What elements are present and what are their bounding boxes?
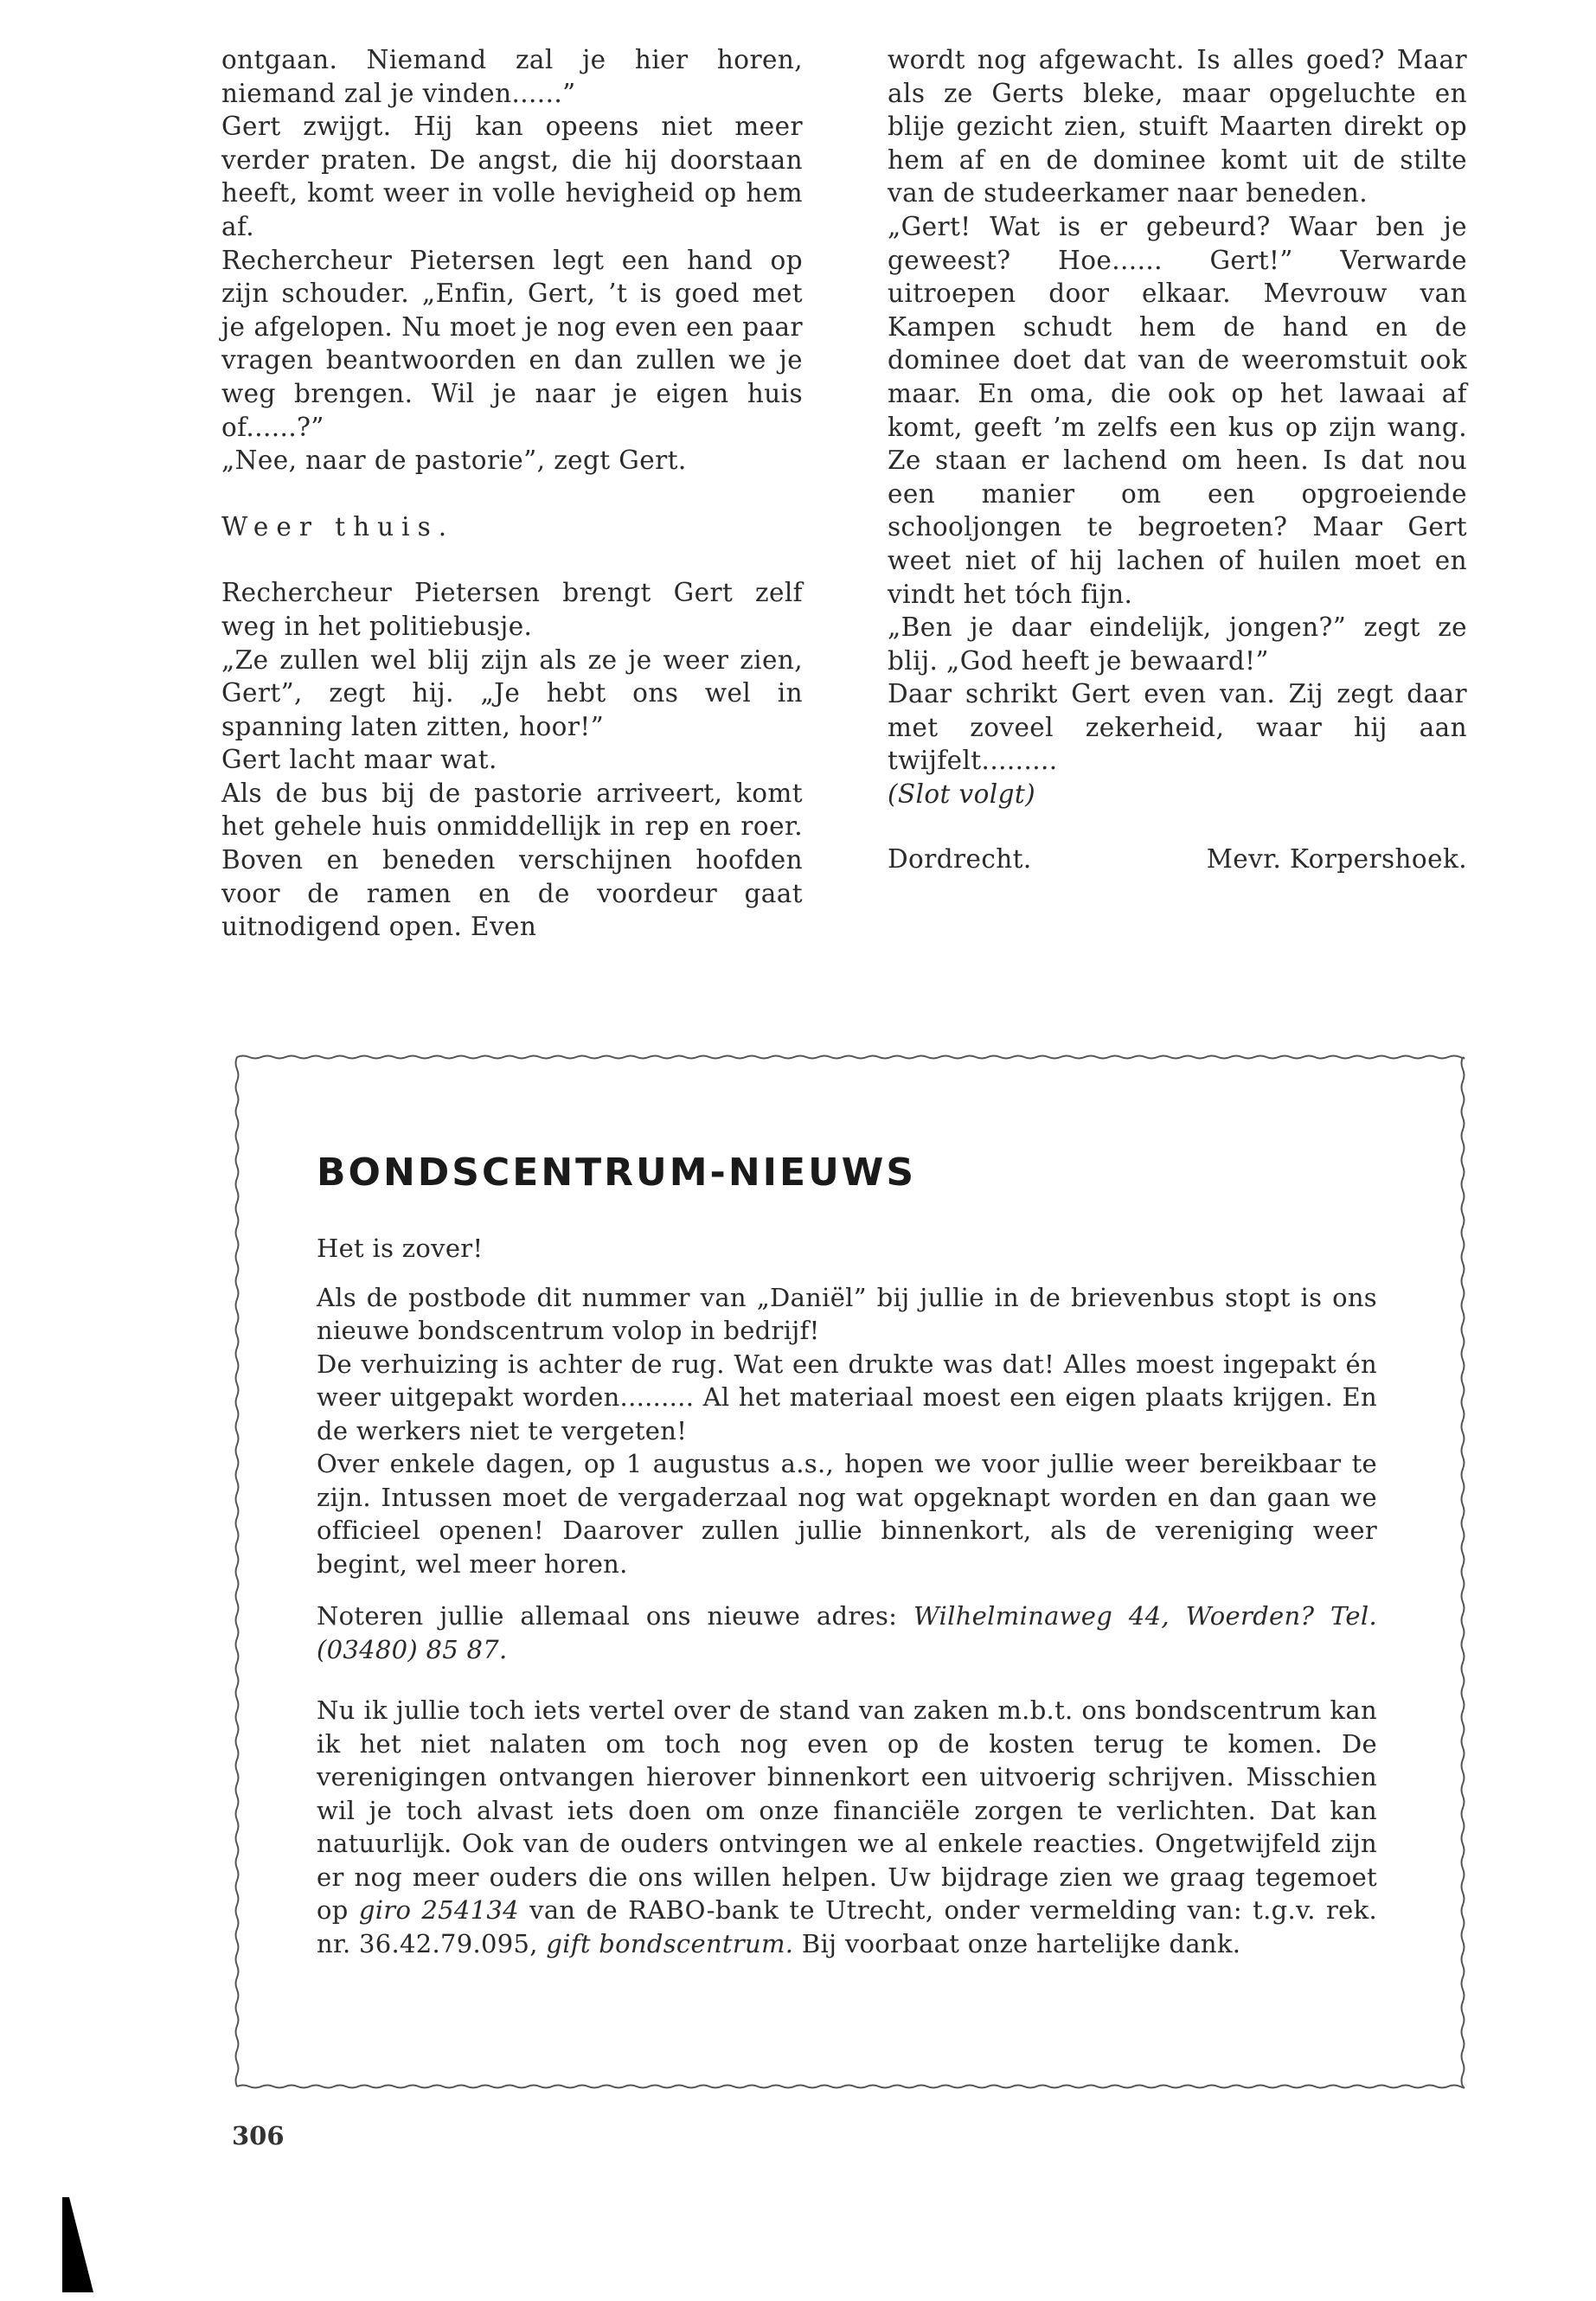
giro-number: giro 254134 — [358, 1895, 519, 1925]
news-title: BONDSCENTRUM-NIEUWS — [317, 1150, 917, 1195]
section-heading: Weer thuis. — [221, 511, 455, 542]
page-number: 306 — [232, 2121, 285, 2150]
story-paragraph: ontgaan. Niemand zal je hier horen, niemand zal je vinden......” — [221, 45, 803, 108]
news-donation-paragraph — [317, 1694, 1377, 1960]
crop-mark-shape — [62, 2197, 93, 2292]
story-paragraph: Gert lacht maar wat. — [221, 745, 497, 775]
story-paragraph: „Nee, naar de pastorie”, zegt Gert. — [221, 445, 687, 476]
story-paragraph: Daar schrikt Gert even van. Zij zegt daar met zoveel zekerheid, waar hij aan twijfelt......... — [888, 679, 1467, 776]
donation-text: Bij voorbaat onze hartelijke dank. — [793, 1928, 1241, 1958]
corner-crop-mark — [61, 2197, 95, 2292]
story-right-column — [888, 43, 1467, 875]
wavy-border-left — [236, 1057, 239, 2086]
donation-text: van de RABO-bank te Utrecht, onder vermelding van: t.g.v. rek. nr. 36.42.79.095, — [317, 1895, 1377, 1958]
news-paragraph: Over enkele dagen, op 1 augustus a.s., hopen we voor jullie weer bereikbaar te zijn. Intussen moet de vergaderzaal nog wat opgeknapt worden en dan gaan we officieel openen! Daarover zullen jullie binnenkort, als de vereniging weer begint, wel meer horen. — [317, 1449, 1377, 1579]
story-paragraph: wordt nog afgewacht. Is alles goed? Maar als ze Gerts bleke, maar opgeluchte en blije gezicht zien, stuift Maarten direkt op hem af en de dominee komt uit de stilte van de studeerkamer naar beneden. — [888, 45, 1467, 208]
news-address-paragraph — [317, 1599, 1377, 1666]
signature-line — [888, 843, 1467, 876]
wavy-border-top — [237, 1056, 1464, 1059]
donation-text: Nu ik jullie toch iets vertel over de stand van zaken m.b.t. ons bondscentrum kan ik het niet nalaten om toch nog even op de kosten terug te komen. De verenigingen ontvangen hierover binnenkort een uitvoerig schrijven. Misschien wil je toch alvast iets doen om onze financiële zorgen te verlichten. Dat kan natuurlijk. Ook van de ouders ontvingen we al enkele reacties. Ongetwijfeld zijn er nog meer ouders die ons willen helpen. Uw bijdrage zien we graag tegemoet op — [317, 1695, 1377, 1925]
story-paragraph: Rechercheur Pietersen legt een hand op zijn schouder. „Enfin, Gert, ’t is goed met je afgelopen. Nu moet je nog even een paar vragen beantwoorden en dan zullen we je weg brengen. Wil je naar je eigen huis of......?” — [221, 245, 803, 442]
story-paragraph: Rechercheur Pietersen brengt Gert zelf weg in het politiebusje. — [221, 578, 803, 641]
place-name: Dordrecht. — [888, 843, 1032, 874]
story-paragraph: „Gert! Wat is er gebeurd? Waar ben je geweest? Hoe...... Gert!” Verwarde uitroepen door elkaar. Mevrouw van Kampen schudt hem de hand en de dominee doet dat van de weeromstuit ook maar. En oma, die ook op het lawaai af komt, geeft ’m zelfs een kus op zijn wang. Ze staan er lachend om heen. Is dat nou een manier om een opgroeiende schooljongen te begroeten? Maar Gert weet niet of hij lachen of huilen moet en vindt het tóch fijn. — [888, 211, 1467, 609]
wavy-border-bottom — [237, 2086, 1464, 2088]
gift-label: gift bondscentrum. — [546, 1928, 794, 1958]
news-paragraph: Als de postbode dit nummer van „Daniël” bij jullie in de brievenbus stopt is ons nieuwe bondscentrum volop in bedrijf! — [317, 1282, 1377, 1345]
address-text: Wilhelminaweg 44, Woerden? Tel. (03480) 85 87. — [317, 1601, 1377, 1664]
story-left-column — [221, 43, 803, 944]
story-paragraph: Als de bus bij de pastorie arriveert, komt het gehele huis onmiddellijk in rep en roer. Boven en beneden verschijnen hoofden voor de ramen en de voordeur gaat uitnodigend open. Even — [221, 778, 803, 942]
news-paragraph: Het is zover! — [317, 1234, 484, 1263]
story-paragraph: „Ze zullen wel blij zijn als ze je weer zien, Gert”, zegt hij. „Je hebt ons wel in spanning laten zitten, hoor!” — [221, 644, 803, 741]
story-paragraph: „Ben je daar eindelijk, jongen?” zegt ze blij. „God heeft je bewaard!” — [888, 612, 1467, 676]
address-lead: Noteren jullie allemaal ons nieuwe adres: — [317, 1601, 913, 1631]
story-paragraph: Gert zwijgt. Hij kan opeens niet meer verder praten. De angst, die hij doorstaan heeft, komt weer in volle hevigheid op hem af. — [221, 112, 803, 241]
continued-note: (Slot volgt) — [888, 779, 1036, 810]
bondscentrum-news-box — [234, 1054, 1466, 2090]
author-name: Mevr. Korpershoek. — [1206, 843, 1467, 874]
news-paragraph: De verhuizing is achter de rug. Wat een drukte was dat! Alles moest ingepakt én weer uitgepakt worden......... Al het materiaal moest een eigen plaats krijgen. En de werkers niet te vergeten! — [317, 1349, 1377, 1445]
news-content — [317, 1149, 1377, 1960]
wavy-border-right — [1462, 1057, 1465, 2086]
